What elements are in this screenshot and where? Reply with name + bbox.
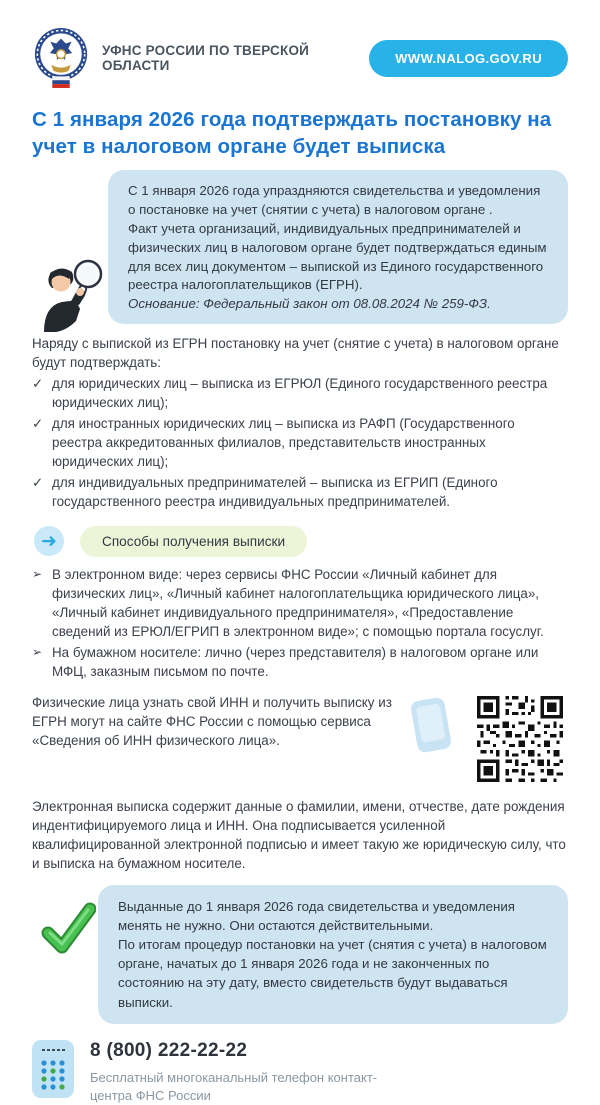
arrow-bullet-icon: ➢ [32, 566, 43, 581]
inn-section [32, 693, 568, 787]
confirm-item-text: для иностранных юридических лиц – выписка из РАФП (Государственного реестра аккредитованных филиалов, представительств иностранных юридических лиц); [52, 416, 515, 470]
extract-info: Электронная выписка содержит данные о фамилии, имени, отчестве, дате рождения индентифицируемого лица и ИНН. Она подписывается усиленной квалифицированной электронной подписью и имеет такую же юридическую силу, что и выписка на бумажном носителе. [32, 798, 566, 871]
person-magnifier-illustration-icon [36, 256, 108, 332]
footer-contact [90, 1040, 390, 1105]
phone-number: 8 (800) 222-22-22 [90, 1039, 248, 1061]
intro-box [108, 170, 568, 324]
green-checkmark-icon [40, 901, 96, 957]
org-name: УФНС РОССИИ ПО ТВЕРСКОЙ ОБЛАСТИ [102, 43, 310, 73]
check-bullet-icon: ✓ [32, 416, 44, 432]
intro-paragraph-1: С 1 января 2026 года упраздняются свидетельства и уведомления о постановке на учет (снятии с учета) в налоговом органе . [128, 183, 541, 217]
inn-text: Физические лица узнать свой ИНН и получить выписку из ЕГРН могут на сайте ФНС России с помощью сервиса «Сведения об ИНН физического лица». [32, 694, 392, 748]
list-item [32, 473, 568, 511]
phone-description: Бесплатный многоканальный телефон контакт-центра ФНС России [90, 1069, 378, 1103]
confirm-list [32, 374, 568, 511]
qr-zone [408, 693, 568, 787]
note-box [98, 885, 568, 1024]
arrow-right-icon: ➜ [34, 526, 64, 556]
note-paragraph-2: По итогам процедур постановки на учет (снятия с учета) в налоговом органе, начатых до 1 января 2026 года и не законченных по состоянию на эту дату, вместо свидетельств будут выдаваться выписки. [118, 937, 547, 1010]
footer [32, 1040, 568, 1105]
header [32, 26, 568, 90]
note-paragraph-1: Выданные до 1 января 2026 года свидетельства и уведомления менять не нужно. Они остаются действительными. [118, 898, 516, 933]
methods-header [34, 526, 568, 557]
confirm-item-text: для юридических лиц – выписка из ЕГРЮЛ (Единого государственного реестра юридических лиц); [52, 376, 548, 411]
methods-item-text: На бумажном носителе: лично (через представителя) в налоговом органе или МФЦ, заказным письмом по почте. [52, 644, 539, 679]
list-item [32, 414, 568, 471]
note-section [32, 885, 568, 1024]
check-bullet-icon: ✓ [32, 475, 44, 491]
list-item [32, 643, 568, 681]
arrow-bullet-icon: ➢ [32, 644, 43, 659]
page-title: С 1 января 2026 года подтверждать постановку на учет в налоговом органе будет выписка [32, 108, 552, 159]
nalog-site-button[interactable]: WWW.NALOG.GOV.RU [369, 40, 568, 77]
confirm-intro: Наряду с выпиской из ЕГРН постановку на учет (снятие с учета) в налоговом органе будут подтверждать: [32, 336, 559, 371]
smartphone-illustration-icon [410, 696, 453, 753]
confirm-item-text: для индивидуальных предпринимателей – выписка из ЕГРИП (Единого государственного реестра индивидуальных предпринимателей. [52, 475, 498, 510]
intro-section [32, 170, 568, 324]
phone-keypad-icon [32, 1040, 74, 1098]
methods-item-text: В электронном виде: через сервисы ФНС России «Личный кабинет для физических лиц», «Личный кабинет налогоплательщика юридического лица», «Личный кабинет индивидуального предпринимателя», «Предоставление сведений из ЕРЮЛ/ЕГРИП в электронном виде»; с помощью портала госуслуг. [52, 566, 544, 639]
qr-code [474, 693, 566, 785]
methods-list [32, 565, 568, 681]
check-bullet-icon: ✓ [32, 376, 44, 392]
list-item [32, 374, 568, 412]
methods-badge: Способы получения выписки [80, 526, 307, 557]
intro-paragraph-2: Факт учета организаций, индивидуальных предпринимателей и физических лиц в налоговом органе будет подтверждаться единым для всех лиц документом – выпиской из Единого государственного реестра налогоплательщиков (ЕГРН). [128, 220, 547, 293]
list-item [32, 565, 568, 641]
legal-basis: Основание: Федеральный закон от 08.08.2024 № 259-ФЗ. [128, 296, 491, 312]
fns-emblem-icon [32, 26, 90, 90]
